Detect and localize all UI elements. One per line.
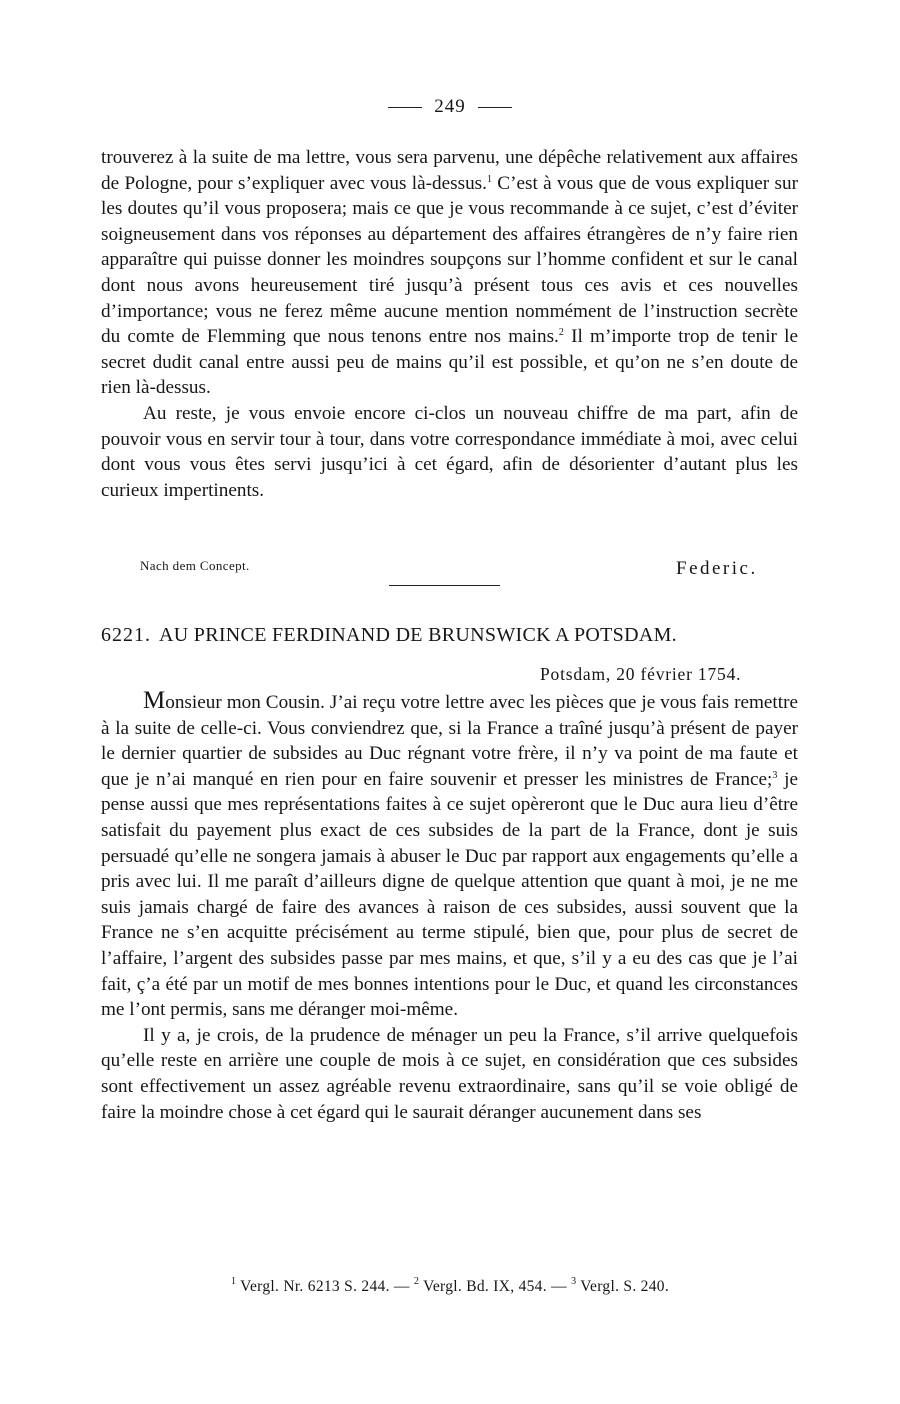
footnote-1-number: 1 (230, 1276, 237, 1287)
letter-a-paragraph-1 (101, 145, 798, 401)
letter-b-paragraph-2: Il y a, je crois, de la prudence de ménager un peu la France, s’il arrive quelquefois qu’elle reste en arrière une couple de mois à ce sujet, en considération que ces subsides sont effectivement un assez agréable revenu extraordinaire, sans qu’il se voie obligé de faire la moindre chose à cet égard qui le saurait déranger aucunement dans ses (101, 1024, 798, 1123)
footnote-ref-3: 3 (772, 769, 778, 781)
source-note: Nach dem Concept. (140, 558, 250, 573)
letter-a-paragraph-1-part-2: C’est à vous que de vous expliquer sur les doutes qu’il vous proposera; mais ce que je vous recommande à ce sujet, c’est d’éviter soigneusement dans vos réponses au département des affaires étrangères de n’y faire rien apparaître qui puisse donner les moindres soupçons sur l’homme confident et sur le canal dont nous avons heureusement tiré jusqu’à présent tous ces avis et ces nouvelles d’importance; vous ne ferez même aucune mention nommément de l’instruction secrète du comte de Flemming que nous tenons entre nos mains. (101, 172, 798, 348)
letter-b-text (101, 688, 798, 1125)
footnote-3-number: 3 (571, 1276, 577, 1287)
letter-b-paragraph-1-part-1: onsieur mon Cousin. J’ai reçu votre lettre avec les pièces que je vous fais remettre à la suite de celle-ci. Vous conviendrez que, si la France a traîné jusqu’à présent de payer le dernier quartier de subsides au Duc régnant votre frère, il n’y va point de ma faute et que je n’ai manqué en rien pour en faire souvenir et presser les ministres de France; (101, 692, 798, 790)
page-number (0, 96, 900, 118)
footnote-2-text: Vergl. Bd. IX, 454. — (419, 1278, 572, 1295)
footnote-1-text: Vergl. Nr. 6213 S. 244. — (236, 1278, 414, 1295)
letter-b-paragraph-1-part-2: je pense aussi que mes représentations faites à ce sujet opèreront que le Duc aura lieu d’être satisfait du payement plus exact de ces subsides de la part de la France, dont je suis persuadé qu’elle ne songera jamais à abuser le Duc par rapport aux engagements qu’elle a pris avec lui. Il me paraît d’ailleurs digne de quelque attention que quant à moi, je ne me suis jamais chargé de faire des avances à raison de ces subsides, aussi souvent que la France ne s’en acquitte précisément au terme stipulé, bien que, pour plus de secret de l’affaire, l’argent des subsides passe par mes mains, et que, s’il y a eu des cas que je l’ai fait, ç’a été par un motif de mes bonnes intentions pour le Duc, et quand les circonstances me l’ont permis, sans me déranger moi-même. (101, 768, 798, 1021)
footnote-3-text: Vergl. S. 240. (576, 1278, 670, 1295)
footnote-ref-2: 2 (558, 327, 564, 339)
dateline: Potsdam, 20 février 1754. (540, 664, 742, 684)
document-number: 6221. (101, 624, 151, 646)
document-title: AU PRINCE FERDINAND DE BRUNSWICK A POTSDAM. (159, 624, 677, 646)
footnote-2-number: 2 (413, 1276, 420, 1287)
letter-b-paragraph-1 (101, 688, 798, 1023)
salutation-initial: M (143, 687, 166, 714)
page-number-text: 249 (434, 96, 466, 117)
signature: Federic. (676, 558, 758, 579)
section-separator (389, 585, 500, 586)
page-number-dash-left (388, 107, 422, 108)
letter-a-paragraph-1-part-3: Il m’importe trop de tenir le secret dudit canal entre aussi peu de mains qu’il est possible, et qu’on ne s’en doute de rien là-dessus. (101, 326, 799, 399)
footnotes (0, 1278, 900, 1296)
footnote-ref-1: 1 (486, 173, 492, 185)
page-number-dash-right (478, 107, 512, 108)
letter-a-text (101, 145, 798, 503)
letter-a-paragraph-2: Au reste, je vous envoie encore ci-clos un nouveau chiffre de ma part, afin de pouvoir vous en servir tour à tour, dans votre correspondance immédiate à moi, avec celui dont vous vous êtes servi jusqu’ici à cet égard, afin de désorienter d’autant plus les curieux impertinents. (101, 402, 798, 501)
document-heading (101, 624, 798, 647)
letter-a-paragraph-1-part-1: trouverez à la suite de ma lettre, vous sera parvenu, une dépêche relativement aux affaires de Pologne, pour s’expliquer avec vous là-dessus. (101, 147, 798, 194)
